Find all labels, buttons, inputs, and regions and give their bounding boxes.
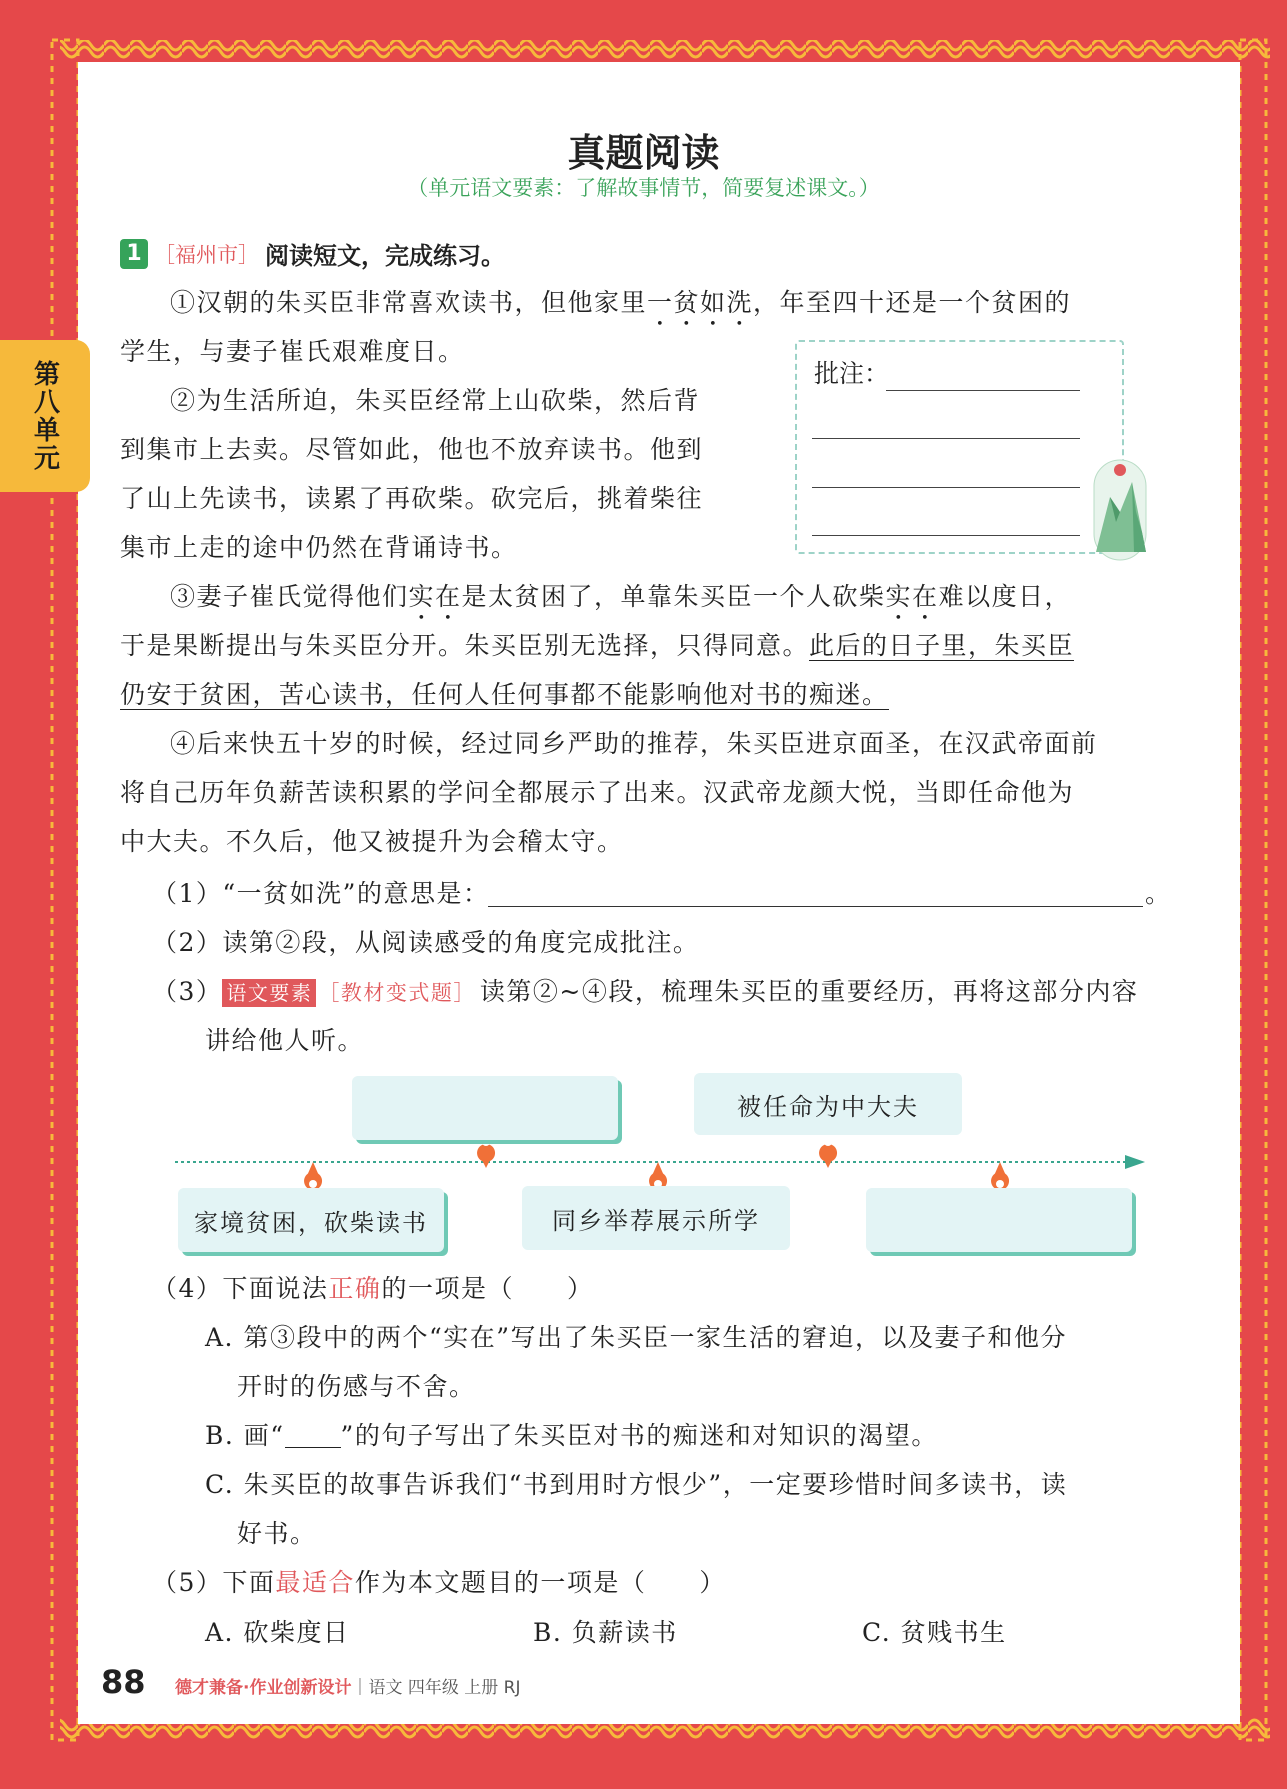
sub-question-5: （5）下面最适合作为本文题目的一项是（ ） [152, 1568, 726, 1597]
question-instruction: 阅读短文，完成练习。 [265, 242, 505, 270]
annotation-blank[interactable] [812, 487, 1080, 488]
variant-tag: ［教材变式题］ [318, 981, 476, 1005]
passage-line: 学生，与妻子崔氏艰难度日。 [120, 337, 465, 366]
element-tag: 语文要素 [222, 979, 316, 1007]
page-subtitle: （单元语文要素：了解故事情节，简要复述课文。） [407, 176, 880, 200]
timeline-pin-2 [477, 1140, 495, 1168]
option-5a: A. 砍柴度日 [205, 1618, 350, 1647]
annotation-blank[interactable] [812, 438, 1080, 439]
underline-sample [285, 1421, 341, 1448]
passage-line: ④后来快五十岁的时候，经过同乡严助的推荐，朱买臣进京面圣，在汉武帝面前 [170, 729, 1098, 758]
annotation-label: 批注： [814, 359, 890, 388]
underlined-sentence: 仍安于贫困，苦心读书，任何人任何事都不能影响他对书的痴迷。 [120, 680, 889, 709]
timeline-event-appointed: 被任命为中大夫 [694, 1073, 962, 1135]
timeline-event-recommended: 同乡举荐展示所学 [522, 1186, 790, 1250]
timeline-pin-5 [991, 1162, 1009, 1190]
option-5c: C. 贫贱书生 [862, 1618, 1007, 1647]
sub-question-2: （2）读第②段，从阅读感受的角度完成批注。 [152, 928, 700, 957]
sub-question-3: （3） 语文要素 ［教材变式题］ 读第②~④段，梳理朱买臣的重要经历，再将这部分内容 [152, 977, 1139, 1006]
annotation-blank[interactable] [812, 535, 1080, 536]
question-source: ［福州市］ [154, 242, 259, 267]
passage-line: ②为生活所迫，朱买臣经常上山砍柴，然后背 [170, 386, 701, 415]
timeline-event-poverty: 家境贫困，砍柴读书 [178, 1188, 444, 1252]
passage-line: 中大夫。不久后，他又被提升为会稽太守。 [120, 827, 624, 856]
option-a-cont: 开时的伤感与不舍。 [237, 1372, 476, 1401]
underlined-sentence: 此后的日子里，朱买臣 [809, 631, 1075, 660]
timeline-pin-1 [304, 1162, 322, 1190]
option-5b: B. 负薪读书 [533, 1618, 678, 1647]
footer-brand: 德才兼备·作业创新设计 [175, 1678, 352, 1698]
unit-tab [0, 340, 90, 492]
annotation-blank[interactable] [886, 390, 1080, 391]
passage-line: 将自己历年负薪苦读积累的学问全都展示了出来。汉武帝龙颜大悦，当即任命他为 [120, 778, 1075, 807]
option-b: B. 画“ ”的句子写出了朱买臣对书的痴迷和对知识的渴望。 [205, 1421, 938, 1450]
emphasized-word: 实在 [885, 582, 939, 611]
emphasis-correct: 正确 [328, 1274, 382, 1303]
passage-line: ③妻子崔氏觉得他们实在是太贫困了，单靠朱买臣一个人砍柴实在难以度日， [170, 582, 1072, 611]
option-c: C. 朱买臣的故事告诉我们“书到用时方恨少”，一定要珍惜时间多读书，读 [205, 1470, 1068, 1499]
passage-line [120, 670, 889, 719]
timeline-blank-box-1[interactable] [352, 1076, 618, 1140]
page-title: 真题阅读 [567, 131, 720, 175]
sub-question-1-end: 。 [1145, 879, 1172, 908]
emphasized-phrase: 一贫如洗 [647, 288, 754, 317]
answer-blank-1[interactable] [488, 906, 1143, 907]
sub-question-1: （1）“一贫如洗”的意思是： [152, 879, 490, 908]
question-number: 1 [120, 239, 148, 269]
emphasized-word: 实在 [408, 582, 462, 611]
passage-line: ①汉朝的朱买臣非常喜欢读书，但他家里一贫如洗，年至四十还是一个贫困的 [170, 288, 1072, 317]
passage-line: 了山上先读书，读累了再砍柴。砍完后，挑着柴往 [120, 484, 704, 513]
passage-line: 到集市上去卖。尽管如此，他也不放弃读书。他到 [120, 435, 704, 464]
passage-line: 于是果断提出与朱买臣分开。朱买臣别无选择，只得同意。此后的日子里，朱买臣 [120, 631, 1075, 660]
page-number: 88 [101, 1663, 146, 1701]
timeline-pin-4 [819, 1140, 837, 1168]
emphasis-best: 最适合 [275, 1568, 355, 1597]
footer-meta: ｜语文 四年级 上册 RJ [351, 1678, 521, 1698]
unit-tab-label: 第八单元 [29, 360, 60, 472]
sub-question-4: （4）下面说法正确的一项是（ ） [152, 1274, 594, 1303]
timeline-blank-box-2[interactable] [866, 1188, 1132, 1252]
mountain-illustration-icon [1090, 452, 1150, 564]
question-header [120, 236, 505, 271]
option-c-cont: 好书。 [237, 1519, 317, 1548]
passage-line: 集市上走的途中仍然在背诵诗书。 [120, 533, 518, 562]
option-a: A. 第③段中的两个“实在”写出了朱买臣一家生活的窘迫，以及妻子和他分 [205, 1323, 1068, 1352]
sub-question-3-cont: 讲给他人听。 [205, 1026, 365, 1055]
footer-info [175, 1673, 521, 1698]
